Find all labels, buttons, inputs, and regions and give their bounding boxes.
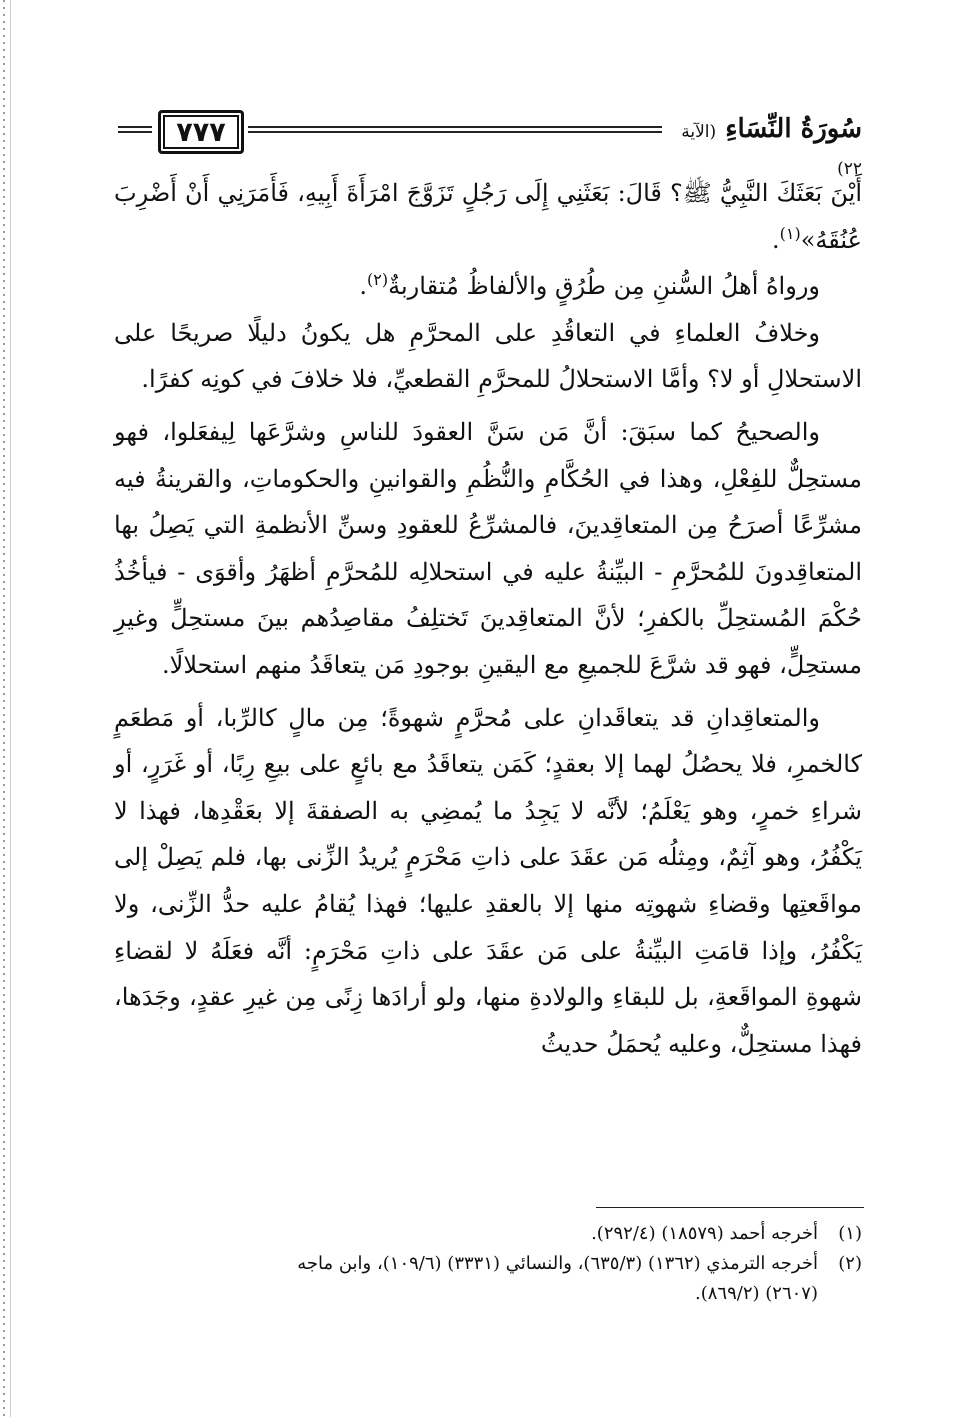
footnote-text: أخرجه أحمد (١٨٥٧٩) (٢٩٢/٤). — [591, 1223, 818, 1244]
paragraph-end: . — [772, 225, 780, 254]
paragraph: والمتعاقِدانِ قد يتعاقَدانِ على مُحرَّمٍ شهوةً؛ مِن مالٍ كالرِّبا، أو مَطعَمٍ كالخمرِ، فلا يحصُلُ لهما إلا بعقدٍ؛ كَمَن يتعاقَدُ مع بائعٍ على بيعِ رِبًا، أو غَرَرٍ، أو شراءِ خمرٍ، وهو يَعْلَمُ؛ لأنَّه لا يَجِدُ ما يُمضِي به الصفقةَ إلا بعَقْدِها، فهذا لا يَكْفُرُ، وهو آثِمٌ، ومِثلُه مَن عقَدَ على ذاتِ مَحْرَمٍ يُريدُ الزِّنى بها، فلم يَصِلْ إلى مواقَعتِها وقضاءِ شهوتِه منها إلا بالعقدِ عليها؛ فهذا يُقامُ عليه حدُّ الزِّنى، ولا يَكْفُرُ، وإذا قامَتِ البيِّنةُ على مَن عقَدَ على ذاتِ مَحْرَمٍ: أنَّه فعَلَهُ لا لقضاءِ شهوةِ المواقَعةِ، بل للبقاءِ والولادةِ منها، ولو أرادَها زِنًى مِن غيرِ عقدٍ، وجَدَها، فهذا مستحِلٌّ، وعليه يُحمَلُ حديثُ — [114, 703, 862, 1058]
paragraph-text: أَيْنَ بَعَثَكَ النَّبِيُّ ﷺ؟ قَالَ: بَعَثَنِي إِلَى رَجُلٍ تَزَوَّجَ امْرَأَةَ أَبِيهِ، فَأَمَرَنِي أَنْ أَضْرِبَ عُنُقَهُ» — [114, 179, 862, 254]
footnote-number: (١) — [838, 1223, 862, 1244]
footnote — [114, 1249, 862, 1279]
footnotes — [114, 1219, 862, 1309]
paragraph: وخلافُ العلماءِ في التعاقُدِ على المحرَّمِ هل يكونُ دليلًا صريحًا على الاستحلالِ أو لا؟ وأمَّا الاستحلالُ للمحرَّمِ القطعيِّ، فلا خلافَ في كونِه كفرًا. — [114, 318, 862, 394]
header-rule-left — [118, 126, 152, 133]
page-number: ٧٧٧ — [176, 116, 226, 148]
paragraph-end: . — [359, 272, 368, 301]
footnote-number: (٢) — [838, 1253, 862, 1274]
header-rule-right — [248, 126, 662, 133]
footnote — [114, 1219, 862, 1249]
paragraph: والصحيحُ كما سبَقَ: أنَّ مَن سَنَّ العقودَ للناسِ وشرَّعَها لِيفعَلوا، فهو مستحِلٌّ للفِعْلِ، وهذا في الحُكَّامِ والنُّظُمِ والقوانينِ والحكوماتِ، والقرينةُ فيه مشرِّعًا أصرَحُ مِن المتعاقِدينَ، فالمشرِّعُ للعقودِ وسنِّ الأنظمةِ التي يَصِلُ بها المتعاقِدونَ للمُحرَّمِ - البيِّنةُ عليه في استحلالِه للمُحرَّمِ أظهَرُ وأقوَى - فيأخُذُ حُكْمَ المُستحِلِّ بالكفرِ؛ لأنَّ المتعاقِدينَ تَختلِفُ مقاصِدُهم بينَ مستحِلٍّ وغيرِ مستحِلٍّ، فهو قد شرَّعَ للجميعِ مع اليقينِ بوجودِ مَن يتعاقَدُ منهم استحلالًا. — [114, 417, 863, 679]
page-number-box — [158, 110, 244, 154]
main-text — [114, 170, 862, 1067]
ayah-label: (الآية ٢٢) — [681, 122, 862, 179]
page-header — [118, 108, 862, 179]
footnote-continuation: (٢٦٠٧) (٨٦٩/٢). — [695, 1283, 818, 1304]
footnote-text: أخرجه الترمذي (١٣٦٢) (٦٣٥/٣)، والنسائي (٣٣٣١) (١٠٩/٦)، وابن ماجه — [297, 1253, 818, 1274]
paragraph — [114, 263, 862, 310]
paragraph-text: ورواهُ أهلُ السُّننِ مِن طُرُقٍ والألفاظُ مُتقاربةٌ — [388, 272, 820, 301]
footnote-ref: (١) — [779, 223, 801, 243]
page-edge-dots — [3, 0, 5, 1417]
paragraph — [114, 170, 862, 263]
footnote-separator — [596, 1207, 864, 1208]
footnote-ref: (٢) — [367, 270, 389, 290]
surah-title: سُورَةُ النِّسَاءِ — [725, 114, 862, 144]
page-edge-line — [10, 0, 11, 1417]
